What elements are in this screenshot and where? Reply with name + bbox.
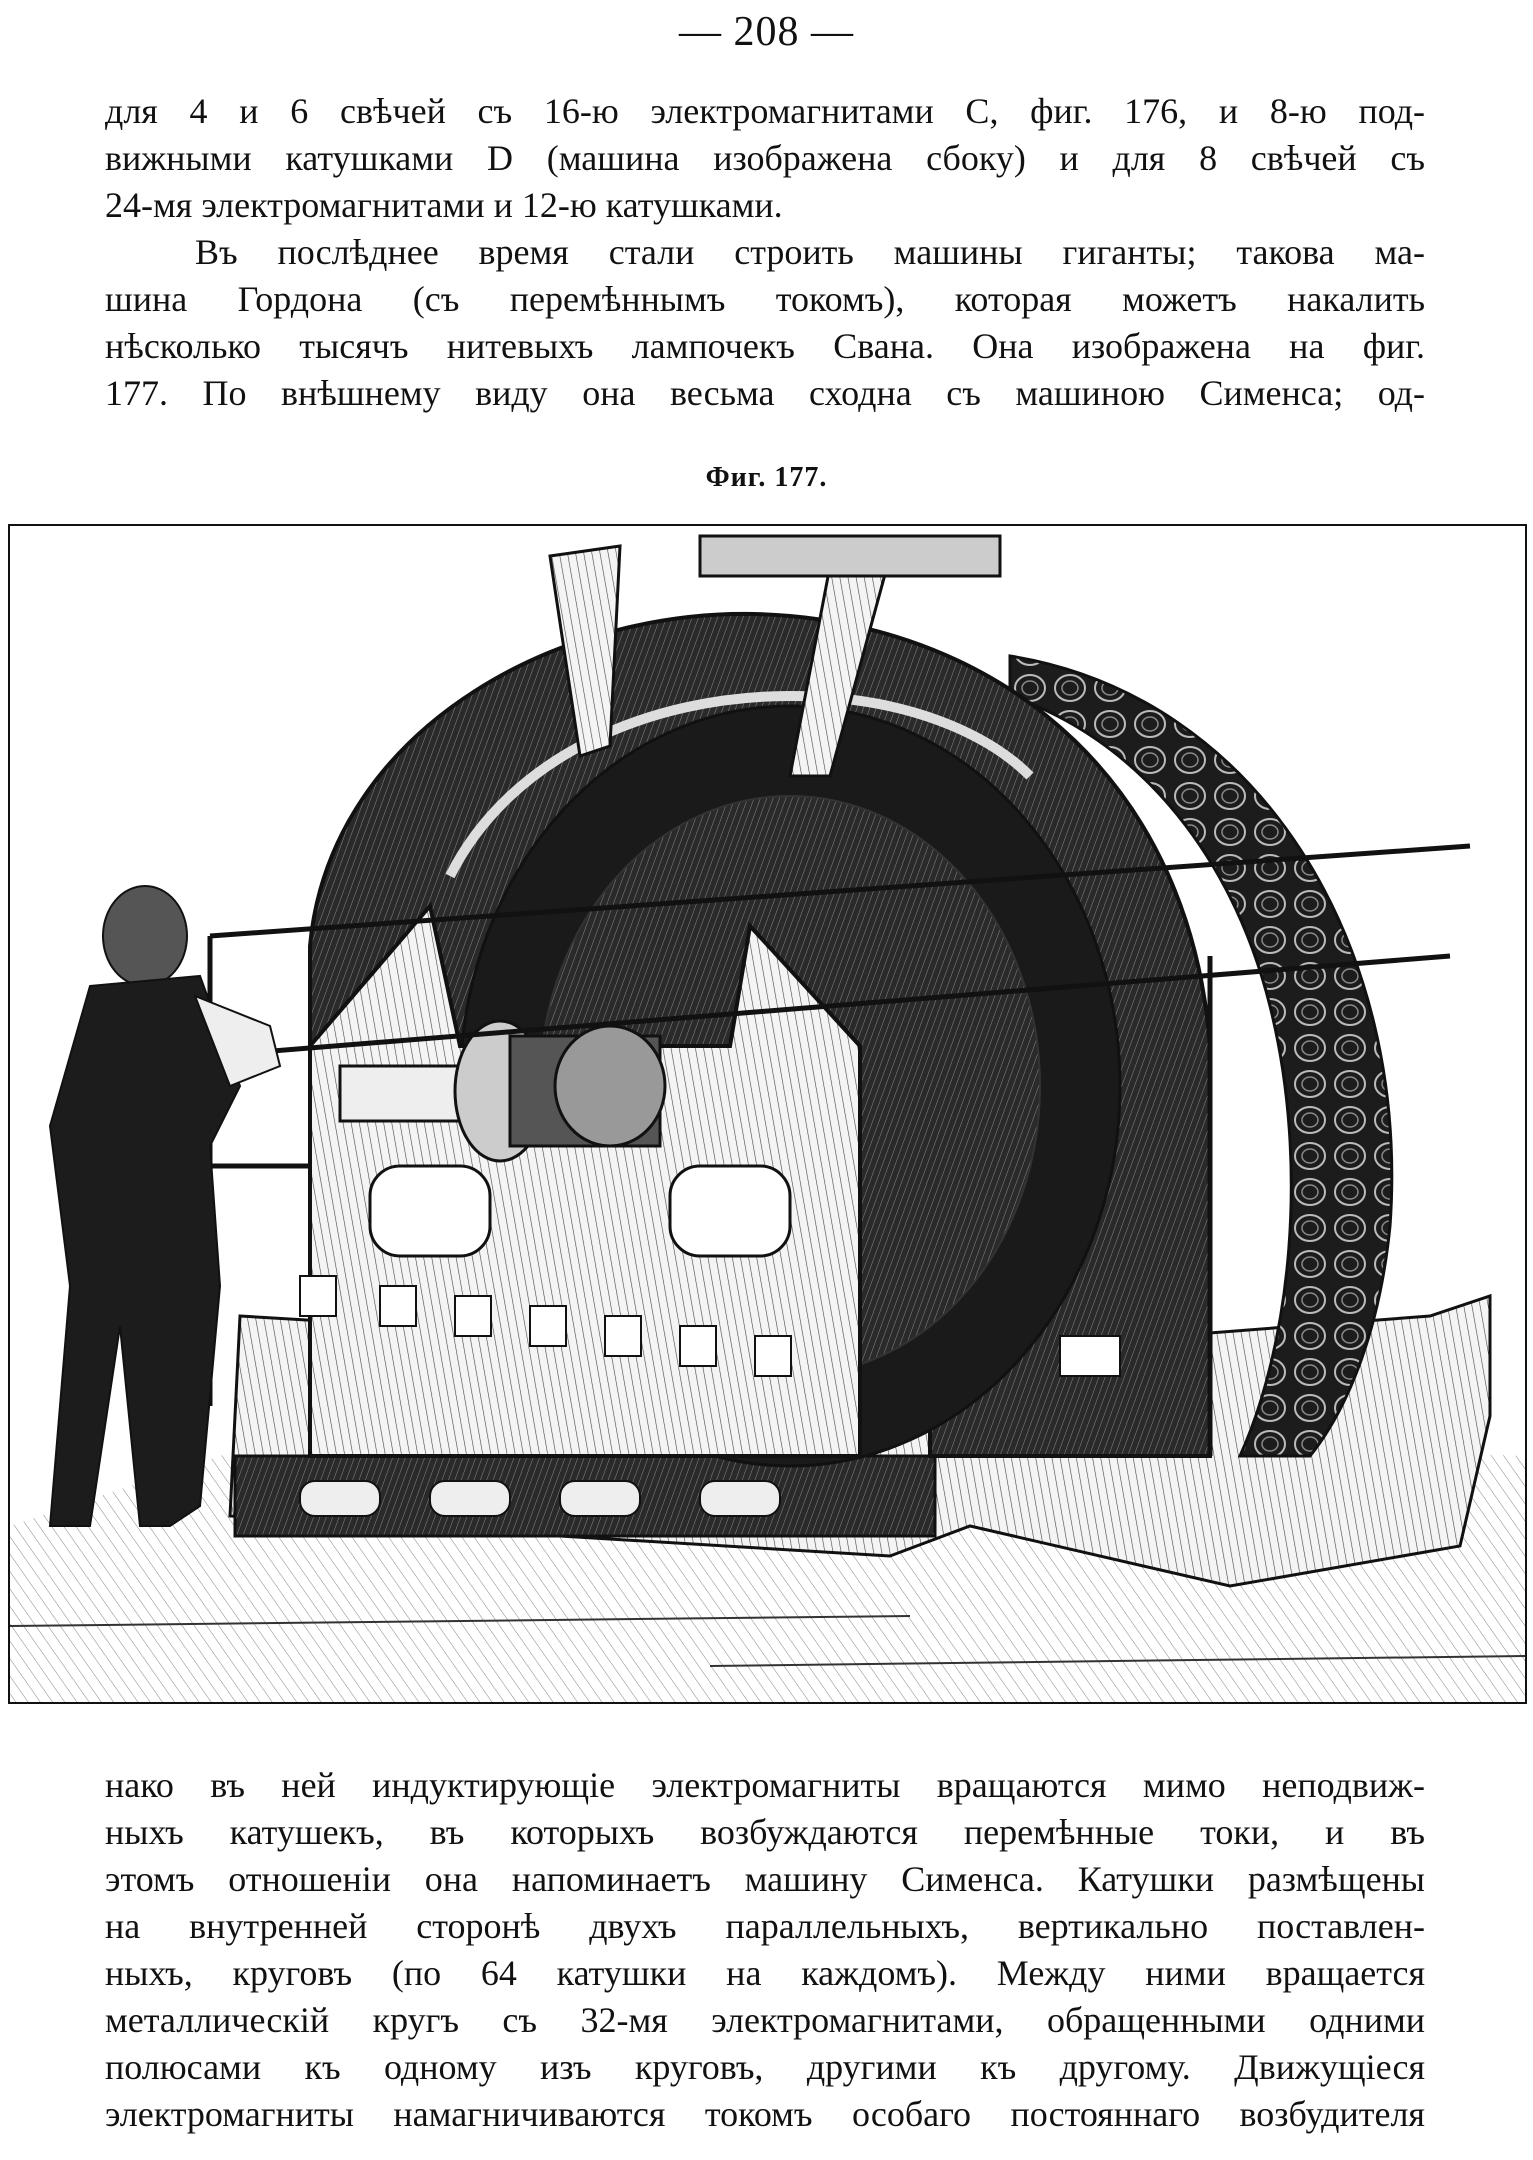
top-text-block [105,88,1425,417]
text-line: ныхъ, круговъ (по 64 катушки на каждомъ). Между ними вращается [105,1953,1425,1993]
text-line: 24-мя электромагнитами и 12-ю катушками. [105,185,783,225]
figure-engraving [8,524,1527,1704]
text-line: нѣсколько тысячъ нитевыхъ лампочекъ Свана. Она изображена на фиг. [105,326,1425,366]
text-line: этомъ отношеніи она напоминаетъ машину Сименса. Катушки размѣщены [105,1859,1425,1899]
text-line: на внутренней сторонѣ двухъ параллельныхъ, вертикально поставлен- [105,1906,1425,1946]
bottom-text-block [105,1762,1425,2138]
page-number: — 208 — [679,9,854,55]
text-line: Въ послѣднее время стали строить машины гиганты; такова ма- [195,232,1425,272]
text-line: полюсами къ одному изъ круговъ, другими къ другому. Движущіеся [105,2047,1425,2087]
text-line: металлическій кругъ съ 32-мя электромагнитами, обращенными одними [105,2000,1425,2040]
text-line: вижными катушками D (машина изображена сбоку) и для 8 свѣчей съ [105,138,1425,178]
text-line: шина Гордона (съ перемѣннымъ токомъ), которая можетъ накалить [105,279,1425,319]
figure-caption: Фиг. 177. [705,462,828,493]
text-line: 177. По внѣшнему виду она весьма сходна съ машиною Сименса; од- [105,373,1425,413]
text-line: нако въ ней индуктирующіе электромагниты вращаются мимо неподвиж- [105,1765,1425,1805]
gordon-dynamo-illustration [10,526,1525,1702]
text-line: для 4 и 6 свѣчей съ 16-ю электромагнитами C, фиг. 176, и 8-ю под- [105,91,1425,131]
text-line: электромагниты намагничиваются токомъ особаго постояннаго возбудителя [105,2094,1425,2134]
text-line: ныхъ катушекъ, въ которыхъ возбуждаются перемѣнные токи, и въ [105,1812,1425,1852]
